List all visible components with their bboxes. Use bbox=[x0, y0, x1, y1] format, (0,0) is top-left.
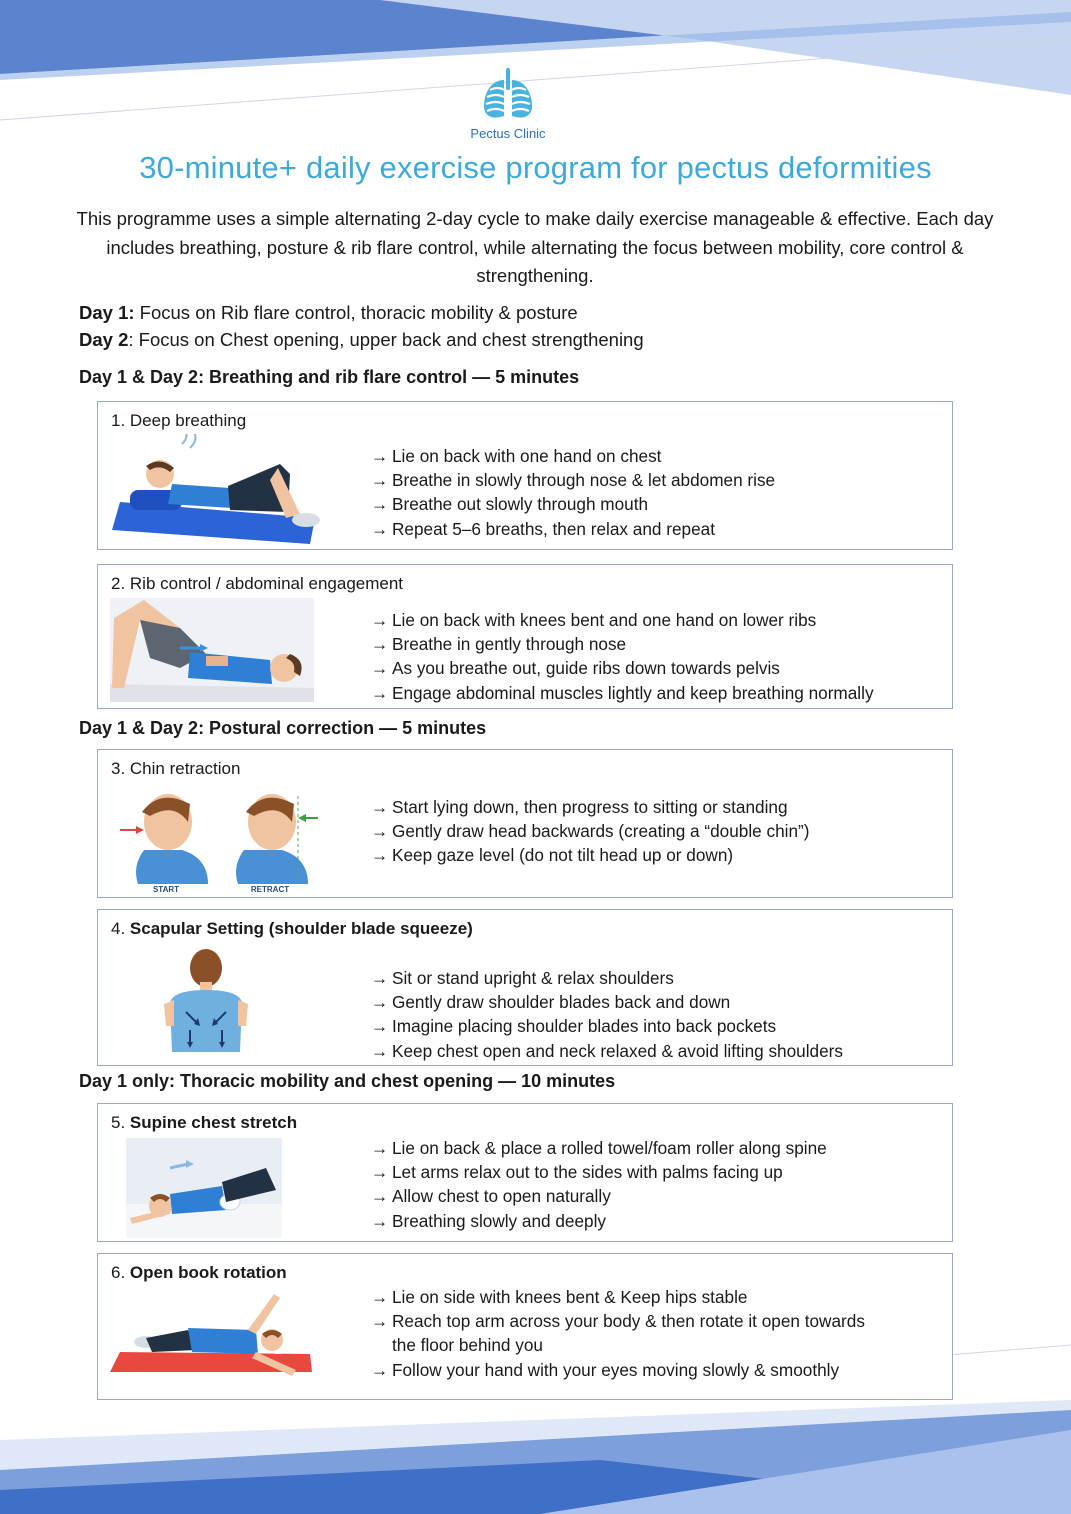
arrow-right-icon: → bbox=[371, 634, 389, 655]
exercise-steps bbox=[371, 444, 775, 541]
exercise-steps bbox=[371, 608, 874, 705]
step-text: Gently draw head backwards (creating a “double chin”) bbox=[392, 821, 810, 842]
step-text: Keep gaze level (do not tilt head up or down) bbox=[392, 845, 734, 866]
step-text: Imagine placing shoulder blades into back pockets bbox=[392, 1016, 777, 1037]
arrow-right-icon: → bbox=[371, 1210, 389, 1231]
step-text: Gently draw shoulder blades back and down bbox=[392, 992, 731, 1013]
exercise-title bbox=[111, 574, 403, 594]
exercise-card-open-book-rotation bbox=[97, 1253, 953, 1400]
section-heading-posture: Day 1 & Day 2: Postural correction — 5 minutes bbox=[79, 718, 487, 738]
step-text: Lie on back & place a rolled towel/foam roller along spine bbox=[392, 1138, 827, 1158]
exercise-number: 5. bbox=[111, 1113, 130, 1132]
arrow-right-icon: → bbox=[371, 446, 389, 466]
deep-breathing-illustration bbox=[110, 434, 322, 546]
open-book-rotation-illustration bbox=[106, 1290, 316, 1394]
step-text: Allow chest to open naturally bbox=[392, 1186, 611, 1207]
arrow-right-icon: → bbox=[371, 1186, 389, 1207]
intro-paragraph: This programme uses a simple alternating 2-day cycle to make daily exercise manageable & effective. Each day includes breathing, posture & rib flare control, while alternating the focus between mobility, core control & strengthening. bbox=[76, 208, 994, 286]
exercise-number: 3. bbox=[111, 759, 130, 778]
step-item bbox=[371, 966, 843, 990]
step-item bbox=[371, 1136, 827, 1160]
step-text: Reach top arm across your body & then rotate it open towards the floor behind you bbox=[392, 1311, 865, 1356]
arrow-right-icon: → bbox=[371, 1287, 389, 1307]
step-text: Repeat 5–6 breaths, then relax and repeat bbox=[392, 518, 715, 539]
exercise-title bbox=[111, 1113, 297, 1133]
step-item bbox=[371, 1184, 827, 1208]
step-item bbox=[371, 1309, 891, 1357]
start-label: START bbox=[152, 885, 180, 894]
exercise-card-rib-control bbox=[97, 564, 953, 709]
step-item bbox=[371, 990, 843, 1014]
exercise-steps bbox=[371, 1136, 827, 1233]
step-item bbox=[371, 632, 874, 656]
section-heading-breathing: Day 1 & Day 2: Breathing and rib flare control — 5 minutes bbox=[79, 367, 580, 387]
arrow-right-icon: → bbox=[371, 797, 389, 817]
exercise-title bbox=[111, 919, 473, 939]
step-item bbox=[371, 1039, 843, 1063]
chin-retraction-illustration bbox=[104, 788, 324, 896]
step-item bbox=[371, 517, 775, 541]
logo-text: Pectus Clinic bbox=[470, 126, 546, 141]
step-text: Keep chest open and neck relaxed & avoid lifting shoulders bbox=[392, 1040, 843, 1061]
arrow-right-icon: → bbox=[371, 610, 389, 630]
exercise-number: 6. bbox=[111, 1263, 130, 1282]
step-item bbox=[371, 681, 874, 705]
step-item bbox=[371, 492, 775, 516]
step-item bbox=[371, 468, 775, 492]
arrow-right-icon: → bbox=[371, 968, 389, 988]
step-item bbox=[371, 795, 810, 819]
exercise-card-scapular-setting bbox=[97, 909, 953, 1066]
exercise-name: Deep breathing bbox=[129, 411, 247, 430]
step-item bbox=[371, 656, 874, 680]
exercise-title bbox=[111, 1263, 287, 1283]
day-text: : Focus on Chest opening, upper back and chest strengthening bbox=[128, 329, 644, 350]
arrow-right-icon: → bbox=[371, 1311, 389, 1332]
step-text: Breathe in slowly through nose & let abdomen rise bbox=[392, 470, 776, 491]
step-item bbox=[371, 608, 874, 632]
arrow-right-icon: → bbox=[371, 470, 389, 491]
arrow-right-icon: → bbox=[371, 658, 389, 679]
scapular-setting-illustration bbox=[160, 948, 252, 1054]
step-item bbox=[371, 1160, 827, 1184]
arrow-right-icon: → bbox=[371, 1138, 389, 1158]
exercise-card-deep-breathing bbox=[97, 401, 953, 550]
exercise-number: 2. bbox=[111, 574, 130, 593]
exercise-name: Scapular Setting (shoulder blade squeeze) bbox=[129, 919, 473, 938]
arrow-right-icon: → bbox=[371, 1040, 389, 1061]
section-heading-mobility: Day 1 only: Thoracic mobility and chest opening — 10 minutes bbox=[79, 1071, 616, 1091]
step-text: Lie on side with knees bent & Keep hips stable bbox=[392, 1287, 748, 1307]
rib-control-illustration bbox=[110, 598, 314, 702]
step-item bbox=[371, 1358, 891, 1382]
exercise-name: Open book rotation bbox=[129, 1263, 287, 1282]
day-label: Day 1: bbox=[79, 302, 135, 323]
step-text: Follow your hand with your eyes moving slowly & smoothly bbox=[392, 1359, 840, 1380]
step-text: As you breathe out, guide ribs down towards pelvis bbox=[392, 658, 780, 679]
step-text: Breathe out slowly through mouth bbox=[392, 494, 649, 515]
clinic-logo bbox=[458, 66, 558, 141]
exercise-steps bbox=[371, 966, 843, 1063]
step-text: Sit or stand upright & relax shoulders bbox=[392, 968, 674, 988]
step-item bbox=[371, 1014, 843, 1038]
exercise-title bbox=[111, 759, 240, 779]
step-text: Breathe in gently through nose bbox=[392, 634, 627, 655]
arrow-right-icon: → bbox=[371, 1359, 389, 1380]
exercise-title bbox=[111, 411, 246, 431]
exercise-card-chin-retraction bbox=[97, 749, 953, 898]
arrow-right-icon: → bbox=[371, 1016, 389, 1037]
arrow-right-icon: → bbox=[371, 992, 389, 1013]
arrow-right-icon: → bbox=[371, 845, 389, 866]
exercise-steps bbox=[371, 795, 810, 868]
day-text: Focus on Rib flare control, thoracic mobility & posture bbox=[134, 302, 578, 323]
arrow-right-icon: → bbox=[371, 682, 389, 703]
day-1-focus bbox=[79, 302, 578, 324]
exercise-number: 1. bbox=[111, 411, 130, 430]
exercise-steps bbox=[371, 1285, 891, 1382]
step-item bbox=[371, 819, 810, 843]
step-text: Lie on back with one hand on chest bbox=[392, 446, 662, 466]
step-text: Lie on back with knees bent and one hand on lower ribs bbox=[392, 610, 817, 630]
arrow-right-icon: → bbox=[371, 518, 389, 539]
step-item bbox=[371, 444, 775, 468]
exercise-name: Chin retraction bbox=[129, 759, 241, 778]
exercise-name: Rib control / abdominal engagement bbox=[129, 574, 404, 593]
arrow-right-icon: → bbox=[371, 1162, 389, 1183]
step-item bbox=[371, 1209, 827, 1233]
lungs-ribcage-icon bbox=[478, 66, 538, 124]
exercise-number: 4. bbox=[111, 919, 130, 938]
page-title: 30-minute+ daily exercise program for pectus deformities bbox=[139, 150, 932, 185]
step-text: Breathing slowly and deeply bbox=[392, 1210, 607, 1231]
arrow-right-icon: → bbox=[371, 821, 389, 842]
step-text: Start lying down, then progress to sitting or standing bbox=[392, 797, 788, 817]
retract-label: RETRACT bbox=[250, 885, 290, 894]
step-item bbox=[371, 843, 810, 867]
arrow-right-icon: → bbox=[371, 494, 389, 515]
step-item bbox=[371, 1285, 891, 1309]
day-2-focus bbox=[79, 329, 644, 351]
exercise-card-supine-chest-stretch bbox=[97, 1103, 953, 1242]
step-text: Engage abdominal muscles lightly and keep breathing normally bbox=[392, 682, 874, 703]
supine-chest-stretch-illustration bbox=[126, 1138, 282, 1238]
step-text: Let arms relax out to the sides with palms facing up bbox=[392, 1162, 783, 1183]
day-label: Day 2 bbox=[79, 329, 129, 350]
exercise-name: Supine chest stretch bbox=[129, 1113, 298, 1132]
